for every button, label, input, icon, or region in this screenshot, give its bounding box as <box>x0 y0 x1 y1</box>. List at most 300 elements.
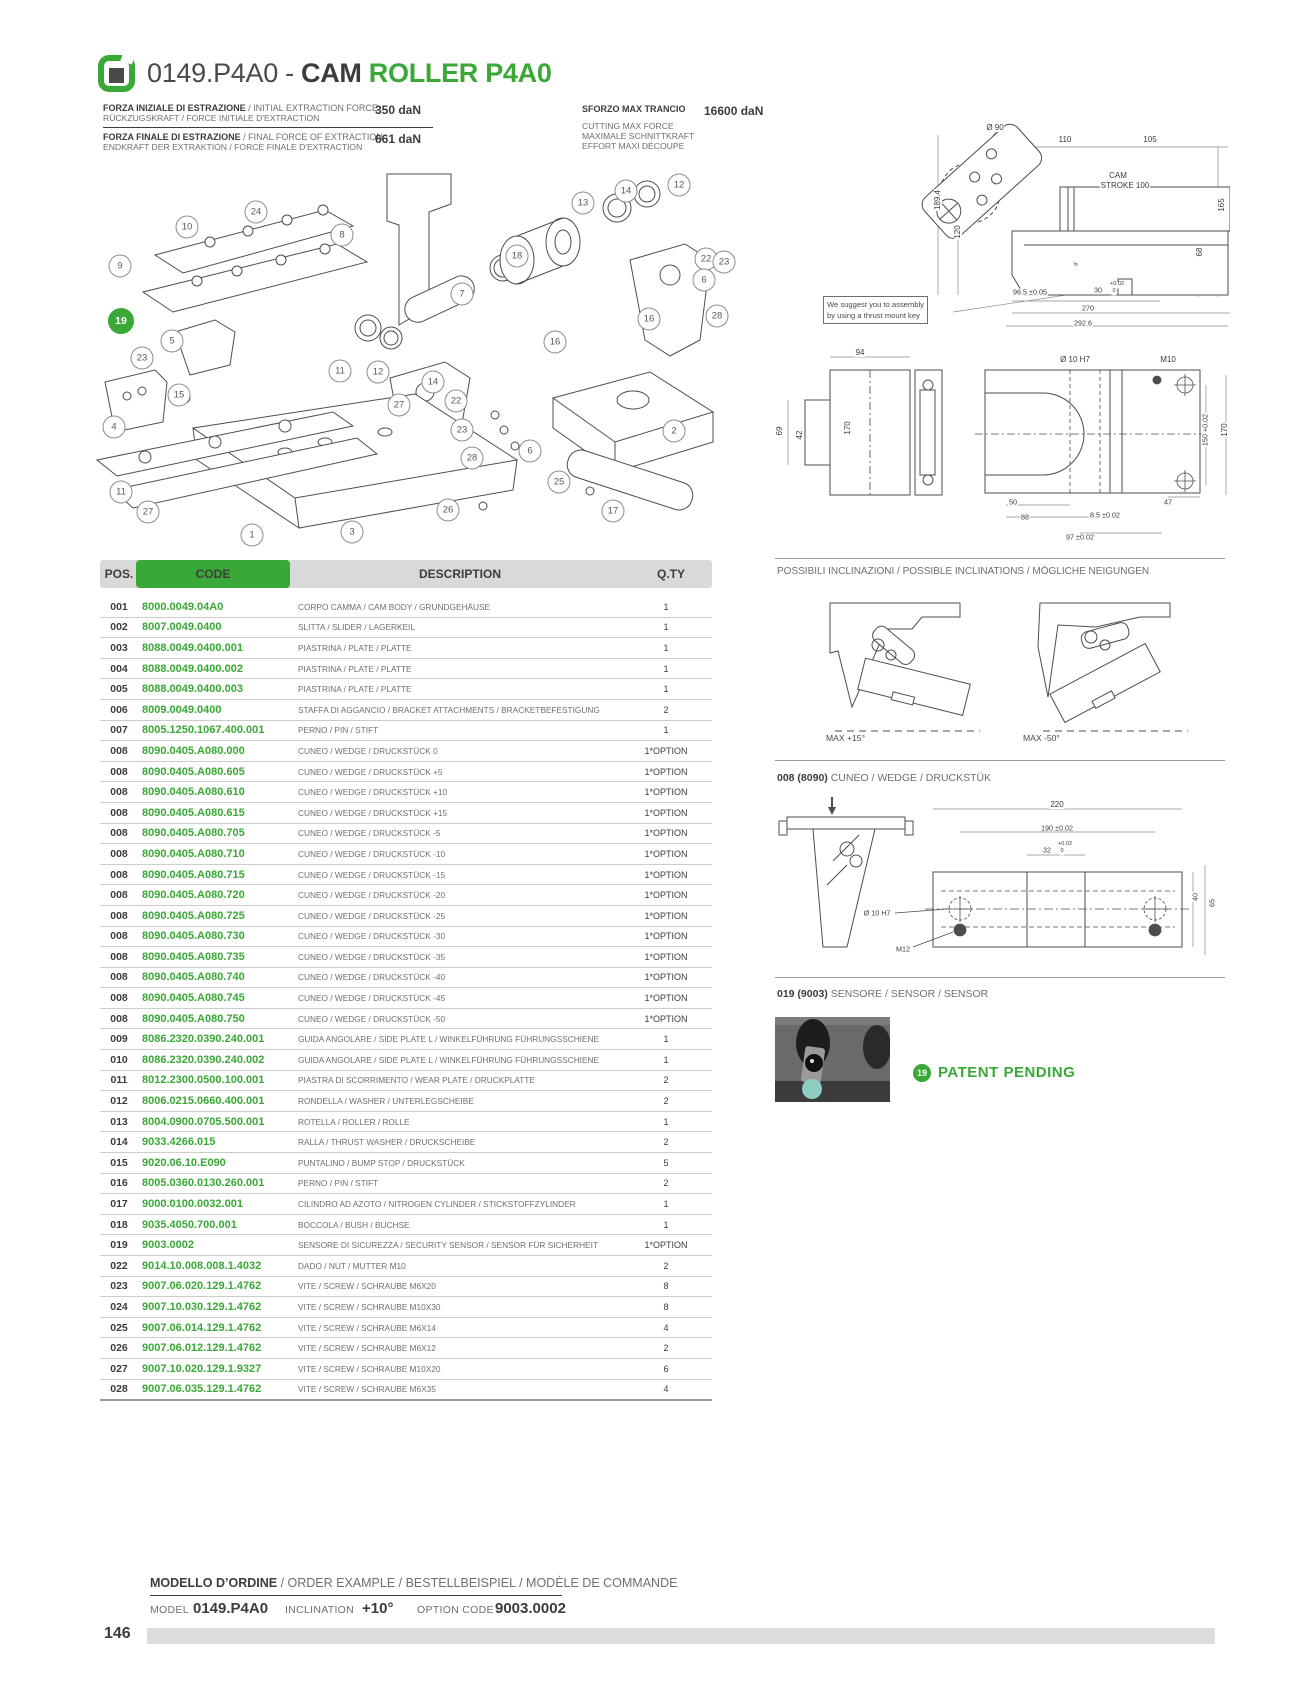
cutting-force-label: SFORZO MAX TRANCIO <box>582 104 686 114</box>
cell-code: 8090.0405.A080.750 <box>142 1012 245 1025</box>
force-label-en: / FINAL FORCE OF EXTRACTION <box>240 132 383 142</box>
cell-qty: 1*OPTION <box>644 1013 688 1024</box>
dimension-label: 97 ±0.02 <box>1066 532 1094 542</box>
dimension-label: Ø 90 <box>986 123 1004 132</box>
wedge-drawing <box>775 795 1225 965</box>
column-header-description: DESCRIPTION <box>418 567 501 581</box>
cell-code: 9033.4266.015 <box>142 1136 216 1149</box>
cell-code: 9007.06.035.129.1.4762 <box>142 1383 262 1396</box>
cell-description: CUNEO / WEDGE / DRUCKSTÜCK -20 <box>298 890 446 901</box>
part-balloon-16: 16 <box>638 308 661 331</box>
table-row <box>100 803 712 824</box>
cell-code: 9014.10.008.008.1.4032 <box>142 1259 262 1272</box>
cell-qty: 4 <box>663 1384 669 1395</box>
part-balloon-17: 17 <box>602 500 625 523</box>
parts-table-header <box>100 560 712 588</box>
cell-description: CORPO CAMMA / CAM BODY / GRUNDGEHÄUSE <box>298 601 491 612</box>
cell-description: CUNEO / WEDGE / DRUCKSTÜCK +10 <box>298 787 448 798</box>
cell-description: GUIDA ANGOLARE / SIDE PLATE L / WINKELFÜHRUNG FÜHRUNGSSCHIENE <box>298 1034 600 1045</box>
cell-description: VITE / SCREW / SCHRAUBE M6X12 <box>298 1343 436 1354</box>
part-balloon-27: 27 <box>388 394 411 417</box>
cell-pos: 024 <box>110 1300 128 1313</box>
cell-pos: 008 <box>110 1012 128 1025</box>
cell-qty: 1 <box>663 1054 669 1065</box>
dimension-label: +0.02 <box>1057 841 1073 848</box>
table-row <box>100 1132 712 1153</box>
table-row <box>100 1009 712 1030</box>
cell-code: 8086.2320.0390.240.002 <box>142 1053 265 1066</box>
cell-qty: 1 <box>663 642 669 653</box>
cell-description: GUIDA ANGOLARE / SIDE PLATE L / WINKELFÜHRUNG FÜHRUNGSSCHIENE <box>298 1054 600 1065</box>
cell-code: 8090.0405.A080.730 <box>142 930 245 943</box>
table-row <box>100 1153 712 1174</box>
part-balloon-9: 9 <box>109 255 132 278</box>
cell-code: 9007.10.030.129.1.4762 <box>142 1300 262 1313</box>
cell-pos: 016 <box>110 1177 128 1190</box>
part-balloon-14: 14 <box>615 180 638 203</box>
dimension-label: 170 <box>1220 423 1229 437</box>
table-row <box>100 1091 712 1112</box>
page-number: 146 <box>104 1625 131 1642</box>
table-row <box>100 968 712 989</box>
initial-force-row <box>103 103 433 123</box>
cell-qty: 1*OPTION <box>644 787 688 798</box>
order-heading-bold: MODELLO D’ORDINE <box>150 1576 278 1590</box>
cell-qty: 1*OPTION <box>644 745 688 756</box>
part-balloon-28: 28 <box>706 305 729 328</box>
cell-description: CUNEO / WEDGE / DRUCKSTÜCK -50 <box>298 1013 446 1024</box>
cell-code: 8090.0405.A080.720 <box>142 889 245 902</box>
part-balloon-23: 23 <box>451 419 474 442</box>
cell-qty: 1*OPTION <box>644 931 688 942</box>
order-heading-rest: / ORDER EXAMPLE / BESTELLBEISPIEL / MODÈLE DE COMMANDE <box>277 1576 678 1590</box>
cell-qty: 1 <box>663 1219 669 1230</box>
dimension-label: 32 <box>1043 845 1051 855</box>
dimension-label: 120 <box>953 225 962 239</box>
exploded-diagram <box>85 160 735 550</box>
cell-code: 8006.0215.0660.400.001 <box>142 1095 265 1108</box>
cell-qty: 2 <box>663 1260 669 1271</box>
cell-description: VITE / SCREW / SCHRAUBE M6X20 <box>298 1281 436 1292</box>
cell-code: 9007.06.014.129.1.4762 <box>142 1321 262 1334</box>
brand-logo-icon <box>98 54 136 92</box>
dimension-label: 40 <box>1190 893 1200 901</box>
table-row <box>100 741 712 762</box>
cell-pos: 015 <box>110 1156 128 1169</box>
dimension-label: 150 +0.02 <box>1200 413 1210 447</box>
dimension-label: 88 <box>1021 512 1029 522</box>
cell-code: 8090.0405.A080.705 <box>142 827 245 840</box>
cell-qty: 1*OPTION <box>644 848 688 859</box>
part-balloon-27: 27 <box>137 501 160 524</box>
cell-description: CUNEO / WEDGE / DRUCKSTÜCK -10 <box>298 848 446 859</box>
assembly-note-line2: by using a thrust mount key <box>827 311 920 320</box>
wedge-heading <box>777 772 991 784</box>
dimension-label: Ø 10 H7 <box>863 908 891 918</box>
brand-logo <box>98 54 136 92</box>
dimension-label: 220 <box>1050 800 1064 809</box>
cell-pos: 009 <box>110 1033 128 1046</box>
cell-description: PIASTRINA / PLATE / PLATTE <box>298 684 412 695</box>
sensor-heading <box>777 988 988 1000</box>
dimension-label: 69 <box>775 426 784 436</box>
cell-description: PUNTALINO / BUMP STOP / DRUCKSTÜCK <box>298 1157 465 1168</box>
table-row <box>100 1029 712 1050</box>
dimension-label: +0.02 <box>1109 281 1125 288</box>
cell-qty: 8 <box>663 1281 669 1292</box>
part-balloon-4: 4 <box>103 416 126 439</box>
part-balloon-3: 3 <box>341 521 364 544</box>
cell-qty: 1*OPTION <box>644 910 688 921</box>
cell-code: 8090.0405.A080.745 <box>142 992 245 1005</box>
part-balloon-18: 18 <box>506 245 529 268</box>
cell-pos: 006 <box>110 703 128 716</box>
dimension-label: 42 <box>795 430 804 440</box>
cell-description: PIASTRINA / PLATE / PLATTE <box>298 663 412 674</box>
table-row <box>100 824 712 845</box>
cell-description: CUNEO / WEDGE / DRUCKSTÜCK -35 <box>298 951 446 962</box>
table-row <box>100 782 712 803</box>
title-cam: CAM <box>301 58 362 88</box>
part-balloon-23: 23 <box>713 251 736 274</box>
cell-description: CUNEO / WEDGE / DRUCKSTÜCK -45 <box>298 993 446 1004</box>
dimension-label: 96.5 ±0.05 <box>1013 287 1047 297</box>
dimension-label: 0 <box>1112 288 1116 295</box>
force-label-de-fr: ENDKRAFT DER EXTRAKTION / FORCE FINALE D'EXTRACTION <box>103 142 363 152</box>
inclination-label: INCLINATION <box>285 1604 355 1616</box>
part-balloon-2: 2 <box>663 420 686 443</box>
final-force-value: 661 daN <box>375 132 422 146</box>
dimension-label: Ø 10 H7 <box>1060 355 1090 364</box>
table-row <box>100 1215 712 1236</box>
table-row <box>100 927 712 948</box>
table-row <box>100 947 712 968</box>
cell-qty: 1*OPTION <box>644 1240 688 1251</box>
cell-pos: 012 <box>110 1095 128 1108</box>
cell-description: SLITTA / SLIDER / LAGERKEIL <box>298 622 415 633</box>
cell-code: 8090.0405.A080.735 <box>142 950 245 963</box>
section-divider <box>775 760 1225 761</box>
part-balloon-12: 12 <box>668 174 691 197</box>
sensor-photo-art <box>775 1017 890 1102</box>
table-row <box>100 721 712 742</box>
cell-pos: 008 <box>110 971 128 984</box>
cutting-force-value: 16600 daN <box>704 104 764 118</box>
cell-code: 9007.06.012.129.1.4762 <box>142 1342 262 1355</box>
cell-description: CUNEO / WEDGE / DRUCKSTÜCK -40 <box>298 972 446 983</box>
cell-pos: 014 <box>110 1136 128 1149</box>
cell-pos: 004 <box>110 662 128 675</box>
cell-code: 9020.06.10.E090 <box>142 1156 226 1169</box>
part-balloon-1: 1 <box>241 524 264 547</box>
inclination-value: +10° <box>362 1600 394 1617</box>
cell-code: 8088.0049.0400.003 <box>142 683 243 696</box>
patent-pending-label: PATENT PENDING <box>938 1064 1076 1081</box>
cell-qty: 2 <box>663 1075 669 1086</box>
cell-qty: 1*OPTION <box>644 869 688 880</box>
cutting-force-spec <box>582 104 792 151</box>
part-balloon-28: 28 <box>461 447 484 470</box>
column-header-qty: Q.TY <box>656 567 685 581</box>
cell-qty: 2 <box>663 1178 669 1189</box>
part-balloon-8: 8 <box>331 224 354 247</box>
cell-code: 8090.0405.A080.610 <box>142 786 245 799</box>
column-header-pos: POS. <box>104 567 134 581</box>
title-roller: ROLLER P4A0 <box>361 58 552 88</box>
dimension-label: CAM <box>1109 171 1127 180</box>
cell-code: 8086.2320.0390.240.001 <box>142 1033 265 1046</box>
cell-qty: 1 <box>663 1034 669 1045</box>
cell-code: 8005.1250.1067.400.001 <box>142 724 265 737</box>
part-balloon-13: 13 <box>572 192 595 215</box>
table-row <box>100 762 712 783</box>
option-code-value: 9003.0002 <box>495 1600 566 1617</box>
model-value: 0149.P4A0 <box>193 1600 269 1617</box>
cell-pos: 019 <box>110 1239 128 1252</box>
table-row <box>100 659 712 680</box>
part-balloon-25: 25 <box>548 471 571 494</box>
cutting-force-fr: EFFORT MAXI DÉCOUPE <box>582 141 685 151</box>
cell-pos: 023 <box>110 1280 128 1293</box>
table-row <box>100 988 712 1009</box>
section-divider <box>775 977 1225 978</box>
side-view-drawing <box>820 105 1230 335</box>
table-row <box>100 1318 712 1339</box>
cell-description: ROTELLA / ROLLER / ROLLE <box>298 1116 410 1127</box>
order-heading-rule <box>150 1595 562 1596</box>
dimension-label: 68 <box>1195 247 1204 257</box>
cell-pos: 008 <box>110 744 128 757</box>
cell-code: 8005.0360.0130.260.001 <box>142 1177 265 1190</box>
part-balloon-16: 16 <box>544 331 567 354</box>
cell-code: 8009.0049.0400 <box>142 703 222 716</box>
part-balloon-22: 22 <box>445 390 468 413</box>
wedge-art <box>775 795 1225 965</box>
dimension-label: 190 ±0.02 <box>1041 823 1073 833</box>
cell-pos: 008 <box>110 827 128 840</box>
cell-pos: 008 <box>110 868 128 881</box>
cell-qty: 2 <box>663 1343 669 1354</box>
table-row <box>100 1359 712 1380</box>
table-row <box>100 885 712 906</box>
dimension-label: 30 <box>1094 285 1102 295</box>
part-balloon-23: 23 <box>131 347 154 370</box>
dimension-label: 189.4 <box>933 189 942 211</box>
dimension-label: 50 <box>1009 497 1017 507</box>
model-label: MODEL <box>150 1604 189 1616</box>
cell-qty: 2 <box>663 704 669 715</box>
assembly-note <box>823 296 928 324</box>
cell-code: 8090.0405.A080.725 <box>142 909 245 922</box>
part-balloon-14: 14 <box>422 371 445 394</box>
dimension-label: 0 <box>1060 848 1064 855</box>
cell-description: CUNEO / WEDGE / DRUCKSTÜCK +15 <box>298 807 448 818</box>
cell-qty: 1*OPTION <box>644 972 688 983</box>
page-title <box>147 58 552 89</box>
cell-pos: 026 <box>110 1342 128 1355</box>
force-divider <box>103 127 433 128</box>
part-balloon-26: 26 <box>437 499 460 522</box>
cell-description: CUNEO / WEDGE / DRUCKSTÜCK -30 <box>298 931 446 942</box>
sensor-photo <box>775 1017 890 1102</box>
part-balloon-15: 15 <box>168 384 191 407</box>
table-row <box>100 1297 712 1318</box>
cell-qty: 5 <box>663 1157 669 1168</box>
cell-description: VITE / SCREW / SCHRAUBE M6X35 <box>298 1384 436 1395</box>
cell-description: VITE / SCREW / SCHRAUBE M10X30 <box>298 1301 441 1312</box>
cell-qty: 1 <box>663 684 669 695</box>
cell-pos: 001 <box>110 600 128 613</box>
table-row <box>100 1050 712 1071</box>
table-row <box>100 1194 712 1215</box>
max-plus-inclination-label: MAX +15° <box>826 733 866 743</box>
cell-pos: 008 <box>110 806 128 819</box>
dimension-label: 47 <box>1164 497 1172 507</box>
cell-description: PERNO / PIN / STIFT <box>298 725 379 736</box>
assembly-note-line1: We suggest you to assembly <box>827 300 924 309</box>
cell-pos: 002 <box>110 621 128 634</box>
cell-qty: 1 <box>663 622 669 633</box>
section-divider <box>775 558 1225 559</box>
table-row <box>100 1235 712 1256</box>
cell-qty: 1*OPTION <box>644 951 688 962</box>
cell-qty: 4 <box>663 1322 669 1333</box>
cutting-force-de: MAXIMALE SCHNITTKRAFT <box>582 131 695 141</box>
table-row <box>100 1174 712 1195</box>
table-row <box>100 1071 712 1092</box>
dimension-label: 110 <box>1058 135 1072 144</box>
table-row <box>100 597 712 618</box>
cell-qty: 1 <box>663 725 669 736</box>
dimension-label: 270 <box>1082 303 1094 313</box>
table-row <box>100 844 712 865</box>
cell-pos: 007 <box>110 724 128 737</box>
part-balloon-10: 10 <box>176 216 199 239</box>
product-code: 0149.P4A0 - <box>147 58 302 88</box>
cell-qty: 1*OPTION <box>644 890 688 901</box>
dimension-label: M10 <box>1160 355 1176 364</box>
cell-description: PERNO / PIN / STIFT <box>298 1178 379 1189</box>
cell-pos: 008 <box>110 786 128 799</box>
cell-code: 8090.0405.A080.605 <box>142 765 245 778</box>
wedge-heading-text: CUNEO / WEDGE / DRUCKSTÜK <box>827 772 992 784</box>
front-view-art <box>770 345 1240 545</box>
dimension-label: 170 <box>843 421 852 435</box>
cell-pos: 027 <box>110 1362 128 1375</box>
cell-pos: 005 <box>110 683 128 696</box>
cell-pos: 008 <box>110 992 128 1005</box>
cell-description: CUNEO / WEDGE / DRUCKSTÜCK 0 <box>298 745 438 756</box>
cell-pos: 018 <box>110 1218 128 1231</box>
cell-code: 8090.0405.A080.000 <box>142 744 245 757</box>
part-balloon-19: 19 <box>108 308 134 334</box>
force-label: FORZA INIZIALE DI ESTRAZIONE <box>103 103 246 113</box>
dimension-label: 165 <box>1217 198 1226 212</box>
order-example-heading <box>150 1576 677 1590</box>
table-row <box>100 1277 712 1298</box>
part-balloon-24: 24 <box>245 201 268 224</box>
table-row <box>100 865 712 886</box>
cell-pos: 028 <box>110 1383 128 1396</box>
part-balloon-6: 6 <box>519 440 542 463</box>
part-balloon-12: 12 <box>367 361 390 384</box>
cell-qty: 1 <box>663 1199 669 1210</box>
cell-pos: 022 <box>110 1259 128 1272</box>
cell-pos: 008 <box>110 889 128 902</box>
final-force-row <box>103 132 433 152</box>
cell-qty: 1 <box>663 601 669 612</box>
inclinations-heading: POSSIBILI INCLINAZIONI / POSSIBLE INCLINATIONS / MÖGLICHE NEIGUNGEN <box>777 566 1150 577</box>
column-header-code: CODE <box>136 560 290 588</box>
cell-description: PIASTRINA / PLATE / PLATTE <box>298 642 412 653</box>
dimension-label: 8.5 ±0.02 <box>1090 510 1120 520</box>
dimension-label: 105 <box>1143 135 1157 144</box>
cell-pos: 008 <box>110 930 128 943</box>
cell-qty: 1*OPTION <box>644 766 688 777</box>
table-row <box>100 1256 712 1277</box>
cell-qty: 1*OPTION <box>644 807 688 818</box>
cell-description: SENSORE DI SICUREZZA / SECURITY SENSOR / SENSOR FÜR SICHERHEIT <box>298 1240 598 1251</box>
table-row <box>100 1112 712 1133</box>
table-row <box>100 638 712 659</box>
table-row <box>100 1380 712 1402</box>
part-balloon-5: 5 <box>161 330 184 353</box>
cell-description: VITE / SCREW / SCHRAUBE M10X20 <box>298 1363 441 1374</box>
part-balloon-22: 22 <box>695 248 718 271</box>
cell-description: CUNEO / WEDGE / DRUCKSTÜCK +5 <box>298 766 443 777</box>
force-label: FORZA FINALE DI ESTRAZIONE <box>103 132 241 142</box>
table-row <box>100 618 712 639</box>
cell-code: 9003.0002 <box>142 1239 194 1252</box>
dimension-label: 6 <box>1072 261 1080 268</box>
dimension-label: STROKE 100 <box>1100 181 1150 190</box>
cell-code: 8090.0405.A080.715 <box>142 868 245 881</box>
cell-code: 8007.0049.0400 <box>142 621 222 634</box>
cell-code: 8004.0900.0705.500.001 <box>142 1115 265 1128</box>
patent-badge: 19 <box>913 1064 931 1082</box>
table-row <box>100 700 712 721</box>
cell-pos: 013 <box>110 1115 128 1128</box>
sensor-heading-code: 019 (9003) <box>777 988 828 1000</box>
wedge-heading-code: 008 (8090) <box>777 772 828 784</box>
cell-qty: 6 <box>663 1363 669 1374</box>
force-label-de-fr: RÜCKZUGSKRAFT / FORCE INITIALE D'EXTRACTION <box>103 113 320 123</box>
cell-description: RALLA / THRUST WASHER / DRUCKSCHEIBE <box>298 1137 476 1148</box>
parts-table-body <box>100 597 712 1401</box>
cell-pos: 011 <box>110 1074 128 1087</box>
part-balloon-7: 7 <box>451 283 474 306</box>
table-row <box>100 1338 712 1359</box>
cell-code: 8090.0405.A080.740 <box>142 971 245 984</box>
cell-code: 8012.2300.0500.100.001 <box>142 1074 265 1087</box>
option-code-label: OPTION CODE <box>417 1604 494 1616</box>
part-balloon-11: 11 <box>329 360 352 383</box>
table-row <box>100 906 712 927</box>
cell-code: 8088.0049.0400.001 <box>142 641 243 654</box>
inclinations-diagrams <box>775 565 1225 750</box>
cell-pos: 008 <box>110 950 128 963</box>
cell-description: CUNEO / WEDGE / DRUCKSTÜCK -5 <box>298 828 441 839</box>
cell-description: PIASTRA DI SCORRIMENTO / WEAR PLATE / DRUCKPLATTE <box>298 1075 535 1086</box>
cell-description: BOCCOLA / BUSH / BUCHSE <box>298 1219 410 1230</box>
dimension-label: 292.6 <box>1074 318 1092 328</box>
cell-qty: 1 <box>663 663 669 674</box>
initial-force-value: 350 daN <box>375 103 422 117</box>
cell-code: 8090.0405.A080.615 <box>142 806 245 819</box>
cell-qty: 1 <box>663 1116 669 1127</box>
cell-description: DADO / NUT / MUTTER M10 <box>298 1260 406 1271</box>
table-row <box>100 679 712 700</box>
